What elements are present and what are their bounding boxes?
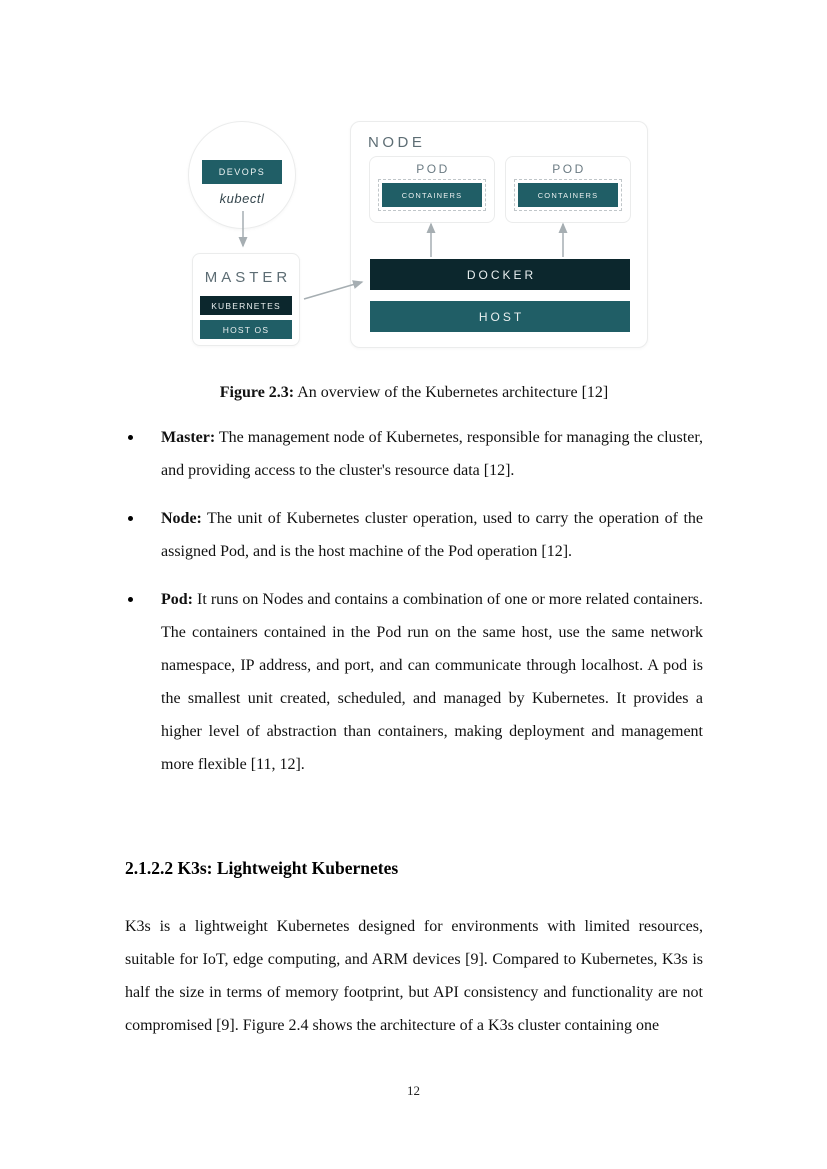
- pod-title: POD: [416, 162, 450, 176]
- bullet-term: Node:: [161, 510, 202, 527]
- containers-bar: CONTAINERS: [518, 183, 618, 207]
- containers-dashed-outline: [514, 179, 622, 211]
- bullet-term: Pod:: [161, 591, 193, 608]
- node-box: [350, 121, 648, 348]
- devops-circle: [188, 121, 296, 229]
- bullet-dot: [128, 597, 133, 602]
- section-heading: 2.1.2.2 K3s: Lightweight Kubernetes: [125, 858, 399, 878]
- figure-caption: [125, 380, 703, 406]
- figure-caption-text: An overview of the Kubernetes architecture [12]: [294, 384, 609, 401]
- bullet-text: It runs on Nodes and contains a combination of one or more related containers. The containers contained in the Pod run on the same host, use the same network namespace, IP address, and port, and can communicate through localhost. A pod is the smallest unit created, scheduled, and managed by Kubernetes. It provides a higher level of abstraction than containers, making deployment and management more flexible [11, 12].: [161, 591, 703, 773]
- bullet-text: The unit of Kubernetes cluster operation, used to carry the operation of the assigned Pod, and is the host machine of the Pod operation [12].: [161, 510, 703, 560]
- list-item-pod: [125, 583, 703, 781]
- docker-bar: DOCKER: [370, 259, 630, 290]
- section-body-paragraph: K3s is a lightweight Kubernetes designed for environments with limited resources, suitable for IoT, edge computing, and ARM devices [9]. Compared to Kubernetes, K3s is half the size in terms of memory footprint, but API consistency and functionality are not compromised [9]. Figure 2.4 shows the architecture of a K3s cluster containing one: [125, 918, 703, 1034]
- pod-row: [369, 156, 631, 223]
- kubernetes-architecture-diagram: [180, 115, 660, 355]
- pod-box: [505, 156, 631, 223]
- list-item-master: [125, 421, 703, 487]
- text-content: [125, 380, 703, 1042]
- host-os-layer-bar: HOST OS: [200, 320, 292, 339]
- bullet-dot: [128, 435, 133, 440]
- containers-bar: CONTAINERS: [382, 183, 482, 207]
- bullet-dot: [128, 516, 133, 521]
- bullet-text: The management node of Kubernetes, responsible for managing the cluster, and providing access to the cluster's resource data [12].: [161, 429, 703, 479]
- master-box: [192, 253, 300, 346]
- node-title: NODE: [368, 134, 426, 151]
- devops-badge: DEVOPS: [202, 160, 282, 184]
- host-bar: HOST: [370, 301, 630, 332]
- kubectl-label: kubectl: [219, 191, 265, 206]
- page-number: 12: [407, 1083, 420, 1098]
- list-item-node: [125, 502, 703, 568]
- figure-caption-label: Figure 2.3:: [219, 384, 295, 401]
- master-title: MASTER: [204, 269, 292, 286]
- bullet-list: [125, 421, 703, 781]
- pod-box: [369, 156, 495, 223]
- containers-dashed-outline: [378, 179, 486, 211]
- bullet-term: Master:: [161, 429, 216, 446]
- kubernetes-layer-bar: KUBERNETES: [200, 296, 292, 315]
- pod-title: POD: [552, 162, 586, 176]
